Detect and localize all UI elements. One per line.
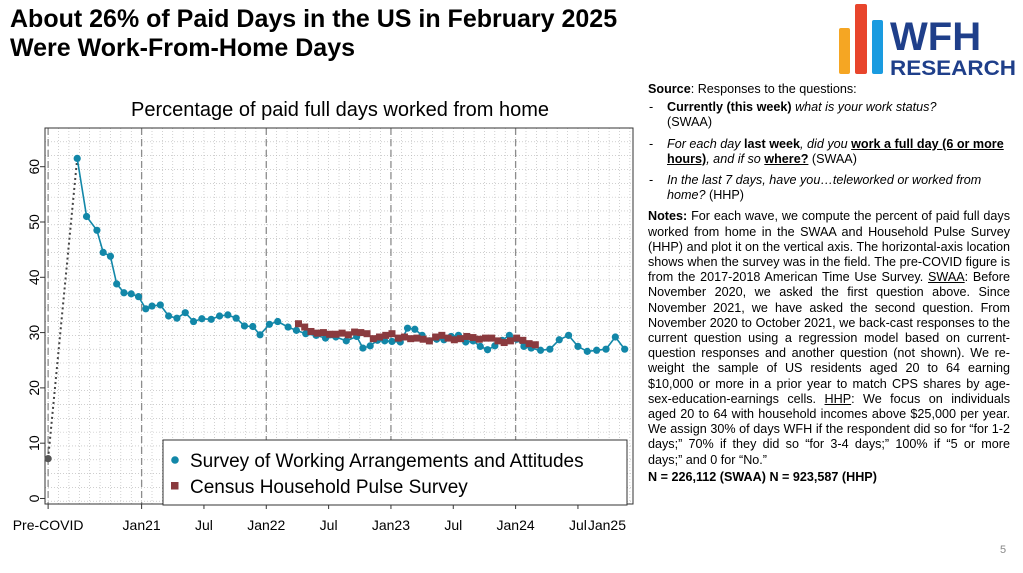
hhp-point — [519, 337, 526, 344]
question-dash: - — [649, 173, 654, 188]
hhp-point — [420, 336, 427, 343]
hhp-point — [470, 334, 477, 341]
hhp-point — [401, 334, 408, 341]
swaa-point — [100, 249, 107, 256]
hhp-point — [438, 332, 445, 339]
logo-wfh-text: WFH — [890, 15, 982, 59]
swaa-point — [216, 312, 223, 319]
hhp-point — [388, 330, 395, 337]
swaa-point — [343, 337, 350, 344]
swaa-point — [477, 343, 484, 350]
hhp-point — [376, 334, 383, 341]
swaa-point — [593, 347, 600, 354]
precovid-connector — [48, 158, 77, 458]
question-1-text: what is your work status? — [791, 100, 937, 115]
source-intro: : Responses to the questions: — [690, 82, 857, 96]
question-3-tag: (HHP) — [705, 188, 744, 203]
hhp-point — [413, 335, 420, 342]
hhp-point — [364, 330, 371, 337]
hhp-point — [488, 335, 495, 342]
swaa-point — [284, 323, 291, 330]
swaa-point — [367, 342, 374, 349]
legend-marker-hhp — [171, 482, 179, 490]
swaa-point — [612, 333, 619, 340]
swaa-point — [602, 346, 609, 353]
question-2-part-f: where? — [764, 151, 809, 166]
source-label: Source — [648, 82, 691, 96]
swaa-point — [574, 343, 581, 350]
swaa-point — [83, 213, 90, 220]
swaa-point — [128, 290, 135, 297]
x-tick-label: Jan25 — [587, 517, 626, 533]
hhp-point — [463, 333, 470, 340]
question-3 — [648, 173, 1010, 203]
question-dash: - — [649, 100, 654, 115]
swaa-point — [93, 227, 100, 234]
notes-hhp-label: HHP — [824, 391, 852, 406]
x-tick-label: Jul — [568, 517, 587, 533]
hhp-point — [395, 335, 402, 342]
headline — [10, 5, 617, 63]
swaa-point — [142, 305, 149, 312]
x-tick-label: Jan23 — [371, 517, 411, 533]
series-line-swaa — [77, 158, 625, 351]
hhp-point — [301, 324, 308, 331]
swaa-point — [274, 318, 281, 325]
headline-line-1: About 26% of Paid Days in the US in February 2025 — [10, 5, 618, 33]
hhp-point — [357, 329, 364, 336]
logo-research-text: RESEARCH — [890, 56, 1016, 80]
hhp-point — [295, 320, 302, 327]
question-2-part-a: For each day — [667, 136, 745, 151]
hhp-point — [482, 335, 489, 342]
swaa-point — [484, 346, 491, 353]
legend-marker-swaa — [171, 456, 179, 464]
hhp-point — [526, 340, 533, 347]
logo-bar-blue — [872, 20, 883, 74]
swaa-point — [359, 344, 366, 351]
wfh-research-logo — [833, 2, 1018, 82]
swaa-point — [208, 316, 215, 323]
x-tick-label: Jan22 — [247, 517, 286, 533]
swaa-point — [198, 315, 205, 322]
hhp-point — [507, 337, 514, 344]
swaa-point — [411, 326, 418, 333]
source-heading — [648, 82, 1010, 97]
hhp-point — [476, 336, 483, 343]
swaa-point — [546, 346, 553, 353]
swaa-point — [388, 338, 395, 345]
notes-label: Notes: — [648, 209, 688, 224]
swaa-point — [74, 155, 81, 162]
swaa-point — [190, 318, 197, 325]
chart-title: Percentage of paid full days worked from home — [131, 99, 549, 121]
swaa-point — [233, 315, 240, 322]
swaa-point — [173, 315, 180, 322]
notes-part-1: For each wave, we compute the percent of paid full days worked from home in the SWAA and Household Pulse Survey (HHP) and plot it on the vertical axis. The horizontal-axis location shows when the survey was in the field. The pre-COVID figure is from the 2017-2018 American Time Use Survey. — [648, 209, 1010, 285]
notes-part-2: : Before November 2020, we asked the first question above. Since November 2021, we have asked the second question. From November 2020 to October 2021, we back-cast responses to the current question using a regression model based on current-question responses and another question (not shown). We re-weight the sample of US residents aged 20 to 64 earning $10,000 or more in a prior year to match CPS shares by age-sex-education-earnings cells. — [648, 270, 1010, 406]
swaa-point — [148, 302, 155, 309]
swaa-point — [565, 332, 572, 339]
hhp-point — [426, 337, 433, 344]
swaa-point — [584, 348, 591, 355]
swaa-point — [621, 346, 628, 353]
y-tick-label: 0 — [26, 494, 42, 503]
x-tick-label: Jul — [444, 517, 463, 533]
logo-bar-orange — [839, 28, 850, 74]
swaa-point — [241, 322, 248, 329]
swaa-point — [266, 321, 273, 328]
question-2-part-b: last week — [744, 136, 801, 151]
x-tick-label: Jan24 — [496, 517, 535, 533]
headline-line-2: Were Work-From-Home Days — [10, 34, 355, 62]
hhp-point — [307, 328, 314, 335]
question-1-tag: (SWAA) — [667, 115, 713, 130]
notes-text — [648, 209, 1010, 467]
swaa-point — [157, 301, 164, 308]
hhp-point — [407, 335, 414, 342]
hhp-point — [320, 329, 327, 336]
x-tick-label: Pre-COVID — [12, 517, 84, 533]
y-tick-label: 10 — [26, 435, 42, 451]
swaa-point — [249, 323, 256, 330]
page-number: 5 — [1000, 544, 1007, 556]
hhp-point — [382, 332, 389, 339]
question-2-part-d: work a full day (6 or more hours) — [667, 136, 1004, 166]
question-1 — [648, 100, 1010, 130]
notes-panel — [648, 82, 1010, 485]
hhp-point — [332, 331, 339, 338]
swaa-point — [256, 331, 263, 338]
swaa-point — [182, 309, 189, 316]
hhp-point — [351, 329, 358, 336]
question-2 — [648, 137, 1010, 167]
legend-label-hhp: Census Household Pulse Survey — [190, 477, 468, 498]
question-2-part-c: , did you — [800, 136, 852, 151]
question-list — [648, 100, 1010, 203]
notes-part-3: : We focus on individuals aged 20 to 64 with household incomes above $25,000 per year. We assign 30% of days WFH if the respondent did so for “for 1-2 days;” 70% if they did so “for 3-4 days;” 100% if “5 or more days;” and 0 for “No.” — [648, 391, 1010, 467]
swaa-point — [107, 253, 114, 260]
hhp-point — [494, 337, 501, 344]
precovid-point — [45, 455, 52, 462]
notes-swaa-label: SWAA — [928, 270, 965, 285]
hhp-point — [513, 335, 520, 342]
swaa-point — [165, 312, 172, 319]
swaa-point — [404, 325, 411, 332]
question-3-text: In the last 7 days, have you…teleworked or worked from home? — [667, 173, 982, 203]
x-tick-label: Jul — [319, 517, 338, 533]
question-2-part-e: , and if so — [706, 151, 765, 166]
hhp-point — [314, 330, 321, 337]
x-tick-label: Jan21 — [122, 517, 161, 533]
legend — [163, 440, 627, 505]
swaa-point — [224, 311, 231, 318]
wfh-share-chart — [0, 92, 640, 542]
hhp-point — [370, 335, 377, 342]
y-tick-label: 60 — [26, 158, 42, 175]
y-tick-label: 30 — [26, 324, 42, 341]
swaa-point — [120, 289, 127, 296]
hhp-point — [345, 331, 352, 338]
hhp-point — [532, 341, 539, 348]
hhp-point — [457, 335, 464, 342]
y-tick-label: 40 — [26, 269, 42, 286]
sample-size: N = 226,112 (SWAA) N = 923,587 (HHP) — [648, 469, 877, 484]
hhp-point — [451, 336, 458, 343]
logo-bar-red — [855, 4, 867, 74]
question-dash: - — [649, 136, 654, 151]
swaa-point — [293, 327, 300, 334]
swaa-point — [113, 280, 120, 287]
hhp-point — [432, 334, 439, 341]
hhp-point — [326, 331, 333, 338]
question-2-tag: (SWAA) — [808, 151, 857, 166]
hhp-point — [339, 330, 346, 337]
hhp-point — [445, 335, 452, 342]
y-tick-label: 20 — [26, 380, 42, 396]
x-tick-label: Jul — [194, 517, 213, 533]
hhp-point — [501, 339, 508, 346]
swaa-point — [135, 293, 142, 300]
y-tick-label: 50 — [26, 214, 42, 230]
question-1-emphasis: Currently (this week) — [667, 100, 792, 115]
swaa-point — [556, 336, 563, 343]
legend-label-swaa: Survey of Working Arrangements and Attitudes — [190, 451, 584, 472]
